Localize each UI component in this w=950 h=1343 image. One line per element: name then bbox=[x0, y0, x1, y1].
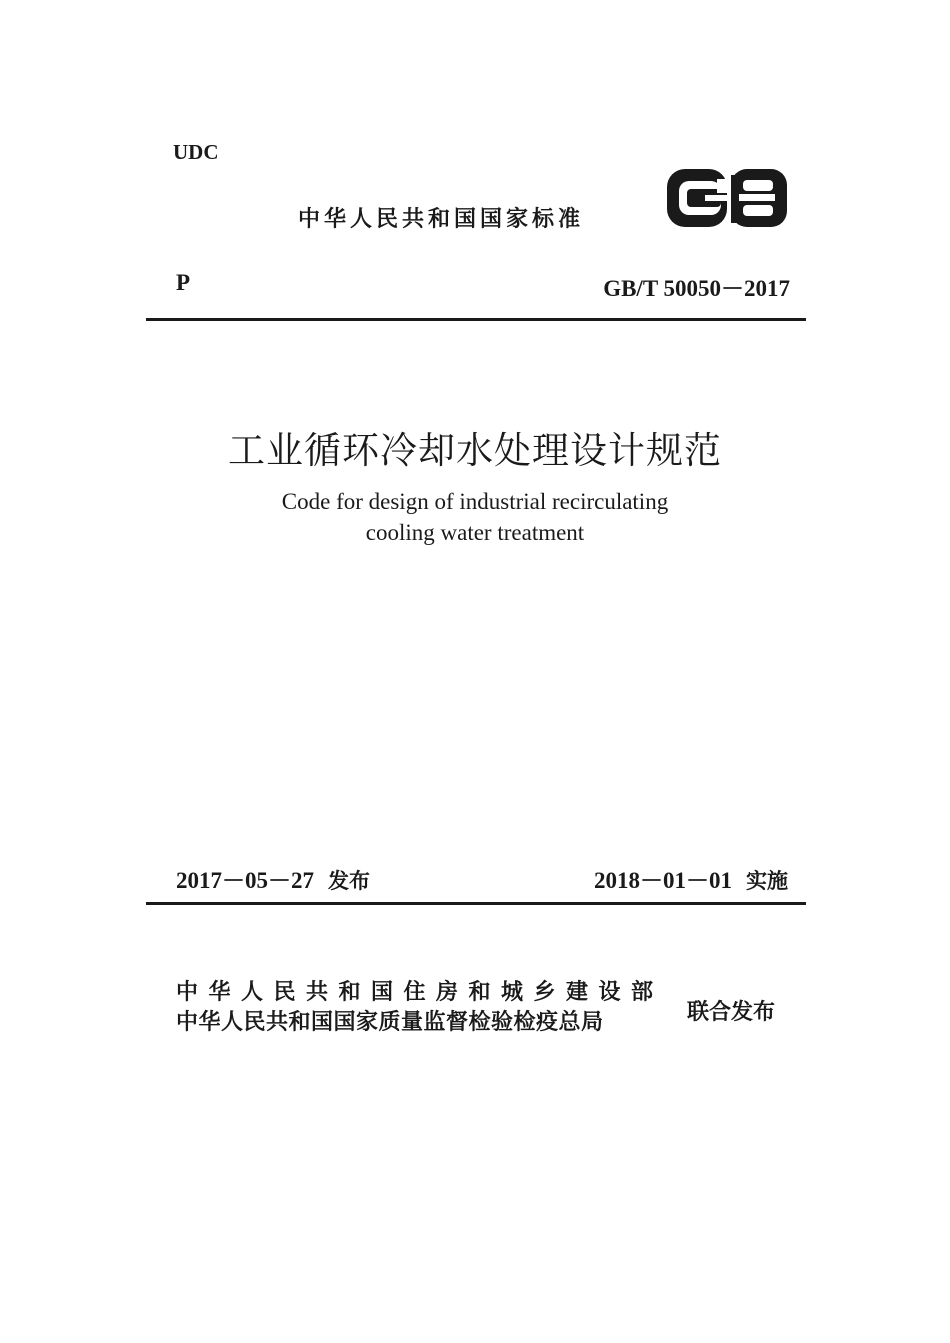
standard-number: GB/T 50050－2017 bbox=[603, 276, 790, 301]
title-english bbox=[0, 486, 950, 548]
category-code: P bbox=[176, 270, 191, 295]
implement-date: 2018－01－01 bbox=[594, 868, 732, 893]
implement-info bbox=[594, 862, 788, 895]
publish-info bbox=[176, 862, 370, 895]
title-english-line-2: cooling water treatment bbox=[365, 520, 585, 545]
udc-label: UDC bbox=[173, 140, 219, 164]
implement-label: 实施 bbox=[746, 869, 788, 893]
issuer-ministry-housing: 中华人民共和国住房和城乡建设部 bbox=[176, 980, 664, 1005]
publish-date: 2017－05－27 bbox=[176, 868, 314, 893]
gb-logo bbox=[665, 165, 790, 230]
issuer-quality-supervision: 中华人民共和国国家质量监督检验检疫总局 bbox=[176, 1010, 604, 1035]
top-divider bbox=[146, 318, 806, 321]
bottom-divider bbox=[146, 902, 806, 905]
title-chinese: 工业循环冷却水处理设计规范 bbox=[228, 431, 722, 472]
title-english-line-1: Code for design of industrial recirculating bbox=[281, 489, 669, 514]
joint-issue-label: 联合发布 bbox=[687, 1000, 776, 1025]
national-standard-heading: 中华人民共和国国家标准 bbox=[298, 207, 585, 232]
publish-label: 发布 bbox=[328, 869, 370, 893]
